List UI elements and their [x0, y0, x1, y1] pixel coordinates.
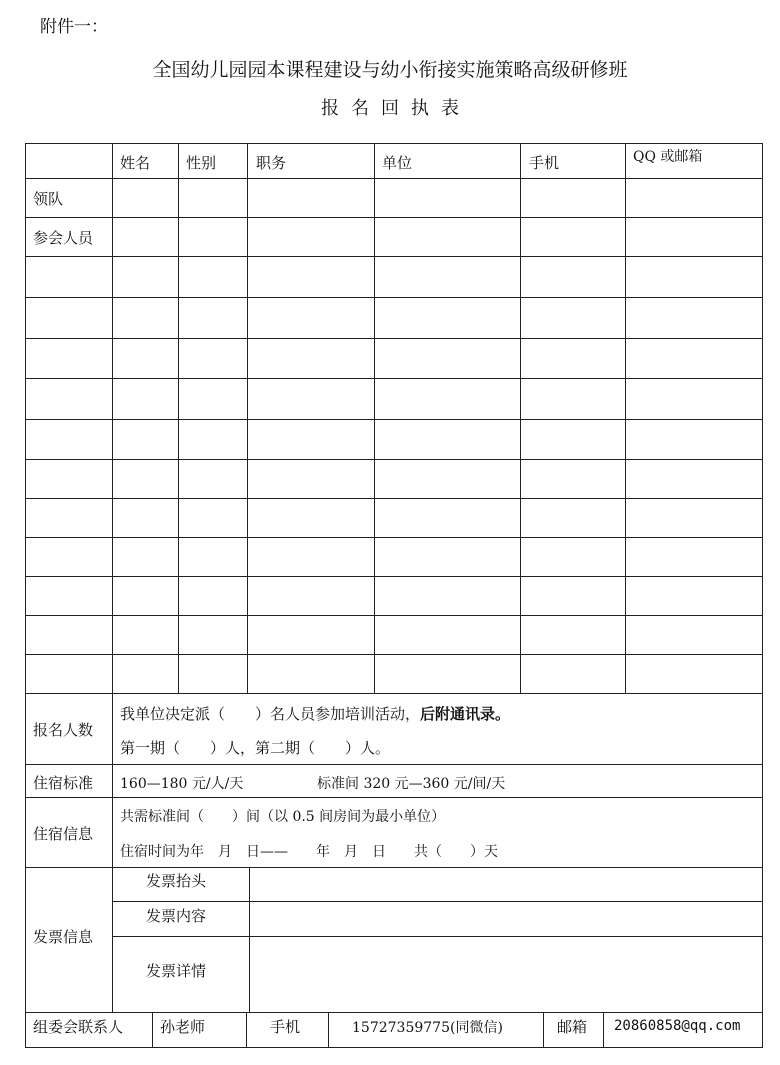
document-subtitle: 报名回执表 [321, 98, 471, 119]
col-header-qq-email: QQ 或邮箱 [633, 149, 703, 165]
rule [25, 654, 763, 655]
contact-label: 组委会联系人 [33, 1018, 124, 1036]
rule [25, 764, 763, 765]
col-header-gender: 性别 [186, 154, 217, 172]
invoice-content-label: 发票内容 [146, 907, 207, 925]
rule [25, 143, 763, 144]
lodging-standard-per-person: 160—180 元/人/天 [120, 776, 244, 792]
enroll-count-line1-text: 我单位决定派（ ）名人员参加培训活动， [120, 705, 421, 723]
contact-name: 孙老师 [160, 1018, 206, 1036]
rule [25, 576, 763, 577]
enroll-count-line1-note: 后附通讯录。 [420, 705, 511, 723]
rule [25, 1012, 763, 1013]
table-border-right [762, 143, 763, 1048]
contact-phone-label: 手机 [270, 1018, 301, 1036]
lodging-info-dates: 住宿时间为年 月 日—— 年 月 日 共（ ）天 [120, 844, 498, 860]
invoice-info-label: 发票信息 [33, 928, 94, 946]
attachment-label: 附件一： [40, 17, 108, 37]
rule [25, 459, 763, 460]
invoice-details-label: 发票详情 [146, 962, 207, 980]
rule [520, 143, 521, 693]
rule [25, 217, 763, 218]
rule [247, 143, 248, 693]
rule [25, 419, 763, 420]
rule [25, 378, 763, 379]
rule [25, 615, 763, 616]
lodging-info-rooms: 共需标准间（ ）间（以 0.5 间房间为最小单位） [120, 809, 446, 825]
rule [25, 338, 763, 339]
col-header-phone: 手机 [529, 154, 560, 172]
contact-email: 20860858@qq.com [614, 1018, 741, 1034]
rule [112, 143, 113, 1012]
rule [112, 936, 763, 937]
rule [25, 1047, 763, 1048]
rule [25, 297, 763, 298]
rule [25, 178, 763, 179]
rule [112, 901, 763, 902]
col-header-unit: 单位 [382, 154, 413, 172]
rule [603, 1012, 604, 1047]
rule [25, 498, 763, 499]
rule [374, 143, 375, 693]
row-label-leader: 领队 [33, 190, 64, 208]
rule [25, 797, 763, 798]
lodging-info-label: 住宿信息 [33, 825, 94, 843]
lodging-standard-label: 住宿标准 [33, 774, 94, 792]
rule [328, 1012, 329, 1047]
enroll-count-line2: 第一期（ ）人，第二期（ ）人。 [120, 739, 391, 757]
rule [543, 1012, 544, 1047]
enroll-count-line1 [120, 703, 510, 724]
rule [178, 143, 179, 693]
col-header-position: 职务 [256, 154, 287, 172]
table-border-left [25, 143, 26, 1048]
contact-email-label: 邮箱 [557, 1018, 588, 1036]
rule [25, 256, 763, 257]
rule [25, 867, 763, 868]
rule [152, 1012, 153, 1047]
enroll-count-label: 报名人数 [33, 721, 94, 739]
col-header-name: 姓名 [120, 154, 151, 172]
row-label-participants: 参会人员 [33, 229, 94, 247]
document-title: 全国幼儿园园本课程建设与幼小衔接实施策略高级研修班 [152, 59, 628, 81]
rule [25, 537, 763, 538]
rule [625, 143, 626, 693]
rule [25, 693, 763, 694]
rule [249, 867, 250, 1012]
invoice-title-label: 发票抬头 [146, 872, 207, 890]
lodging-standard-per-room: 标准间 320 元—360 元/间/天 [317, 776, 506, 792]
contact-phone: 15727359775(同微信) [352, 1020, 503, 1036]
rule [246, 1012, 247, 1047]
